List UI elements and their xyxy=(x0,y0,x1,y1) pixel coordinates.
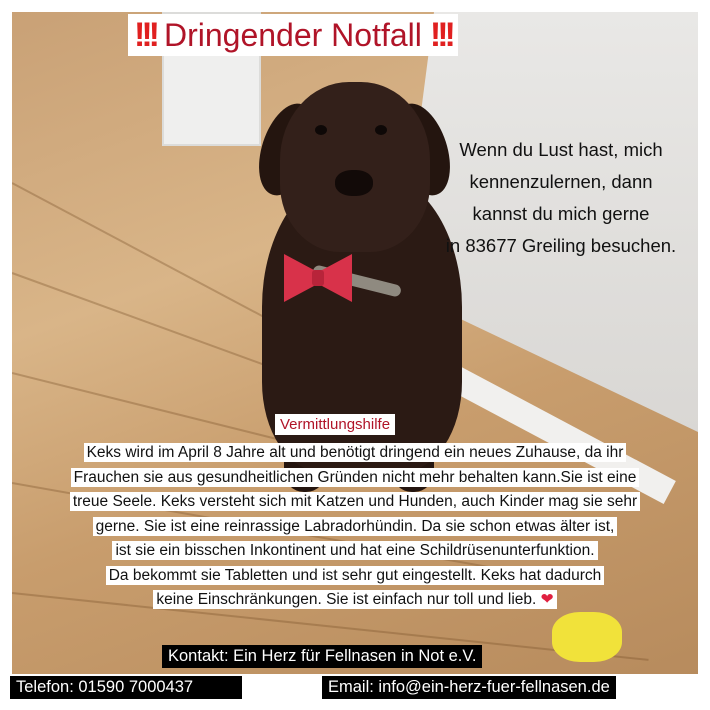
vermittlungshilfe-tag: Vermittlungshilfe xyxy=(275,414,395,435)
dog-head xyxy=(280,82,430,252)
description-line: treue Seele. Keks versteht sich mit Katzen und Hunden, auch Kinder mag sie sehr xyxy=(70,492,640,511)
page-title xyxy=(128,14,458,56)
alert-icon: !!! xyxy=(429,15,452,54)
bow-tie-knot xyxy=(312,270,324,286)
speech-text xyxy=(426,134,696,262)
contact-line: Kontakt: Ein Herz für Fellnasen in Not e.V. xyxy=(162,645,482,668)
yellow-toy xyxy=(552,612,622,662)
alert-icon: !!! xyxy=(134,15,156,54)
description-line: keine Einschränkungen. Sie ist einfach nur toll und lieb. xyxy=(156,591,537,608)
speech-line: in 83677 Greiling besuchen. xyxy=(445,235,677,256)
heart-icon: ❤ xyxy=(540,591,554,608)
dog-eye xyxy=(315,125,327,135)
email-address: Email: info@ein-herz-fuer-fellnasen.de xyxy=(322,676,616,699)
title-text: Dringender Notfall xyxy=(163,16,422,53)
speech-line: kannst du mich gerne xyxy=(472,203,650,224)
floor-plank xyxy=(12,182,277,325)
description-line: Frauchen sie aus gesundheitlichen Gründen nicht mehr behalten kann.Sie ist eine xyxy=(71,468,640,487)
phone-number: Telefon: 01590 7000437 xyxy=(10,676,242,699)
speech-line: Wenn du Lust hast, mich xyxy=(459,139,663,160)
description-line: ist sie ein bisschen Inkontinent und hat eine Schildrüsenunterfunktion. xyxy=(112,541,597,560)
dog-nose xyxy=(335,170,373,196)
description-line: Da bekommt sie Tabletten und ist sehr gut eingestellt. Keks hat dadurch xyxy=(106,566,605,585)
speech-line: kennenzulernen, dann xyxy=(469,171,653,192)
description-line: Keks wird im April 8 Jahre alt und benötigt dringend ein neues Zuhause, da ihr xyxy=(84,443,627,462)
dog-eye xyxy=(375,125,387,135)
description xyxy=(20,441,690,613)
description-line: gerne. Sie ist eine reinrassige Labradorhündin. Da sie schon etwas älter ist, xyxy=(93,517,618,536)
